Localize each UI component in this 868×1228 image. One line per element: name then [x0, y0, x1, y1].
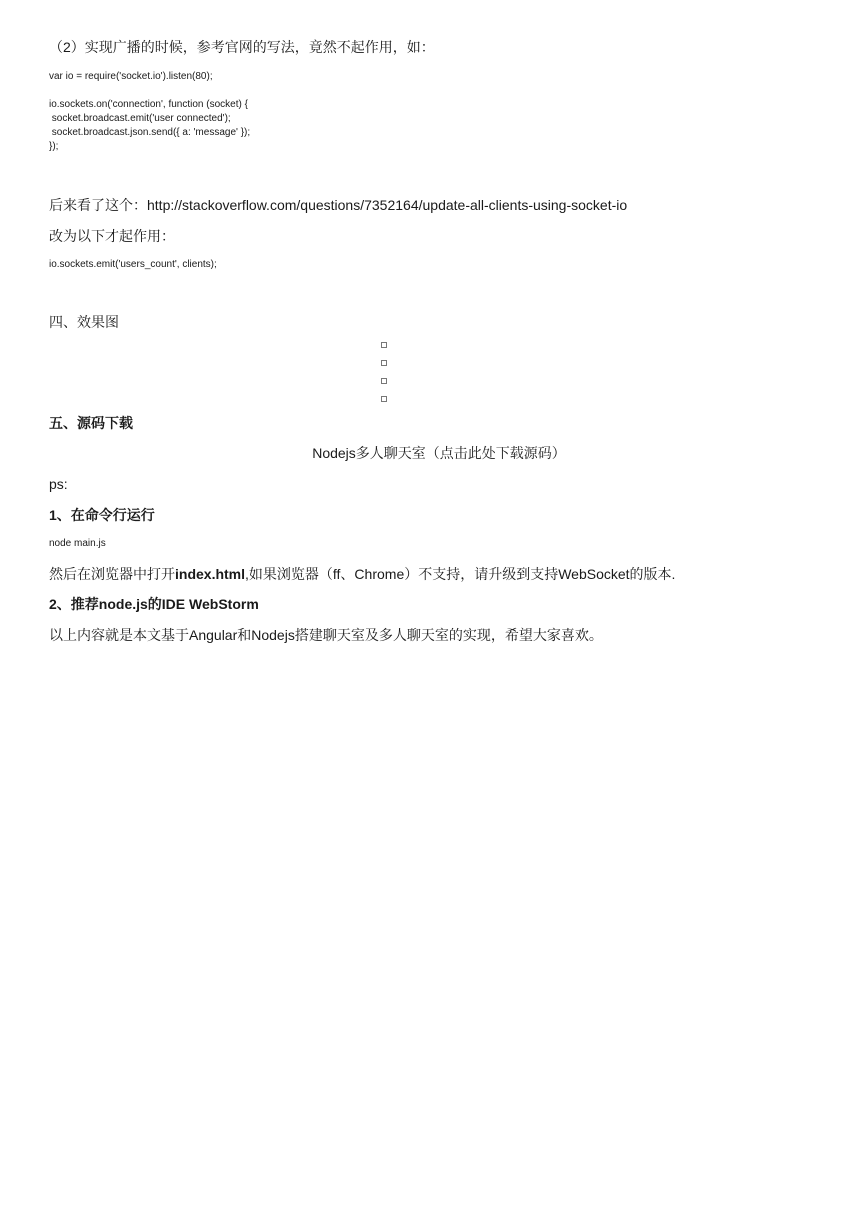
step-1-title: 1、在命令行运行 [49, 507, 155, 523]
intro-paragraph: （2）实现广播的时候，参考官网的写法，竟然不起作用，如： [49, 39, 435, 55]
image-placeholder-icon [381, 360, 387, 366]
image-placeholder-list [381, 342, 391, 414]
code-line: io.sockets.on('connection', function (socket) { [49, 99, 248, 110]
section-5-title: 五、源码下载 [49, 415, 133, 431]
step-2-title: 2、推荐node.js的IDE WebStorm [49, 596, 259, 612]
section-4-title: 四、效果图 [49, 314, 119, 330]
step-1-description [49, 565, 675, 583]
code-line: var io = require('socket.io').listen(80); [49, 71, 213, 82]
step-1-description-pre: 然后在浏览器中打开 [49, 566, 175, 582]
step-1-description-bold: index.html [175, 566, 246, 582]
change-paragraph: 改为以下才起作用： [49, 228, 175, 244]
ps-label: ps: [49, 476, 68, 492]
download-link[interactable]: Nodejs多人聊天室（点击此处下载源码） [312, 445, 566, 461]
image-placeholder-icon [381, 378, 387, 384]
code-line: socket.broadcast.json.send({ a: 'message' }); [49, 127, 251, 138]
later-paragraph: 后来看了这个：http://stackoverflow.com/questions/7352164/update-all-clients-using-socket-io [49, 197, 628, 213]
step-1-description-post: ,如果浏览器（ff、Chrome）不支持，请升级到支持WebSocket的版本. [245, 566, 676, 582]
image-placeholder-icon [381, 342, 387, 348]
conclusion-paragraph: 以上内容就是本文基于Angular和Nodejs搭建聊天室及多人聊天室的实现，希望大家喜欢。 [49, 627, 603, 643]
image-placeholder-icon [381, 396, 387, 402]
code-line: }); [49, 141, 59, 152]
code-line: socket.broadcast.emit('user connected'); [49, 113, 231, 124]
code-line: io.sockets.emit('users_count', clients); [49, 259, 217, 270]
code-line: node main.js [49, 538, 106, 549]
